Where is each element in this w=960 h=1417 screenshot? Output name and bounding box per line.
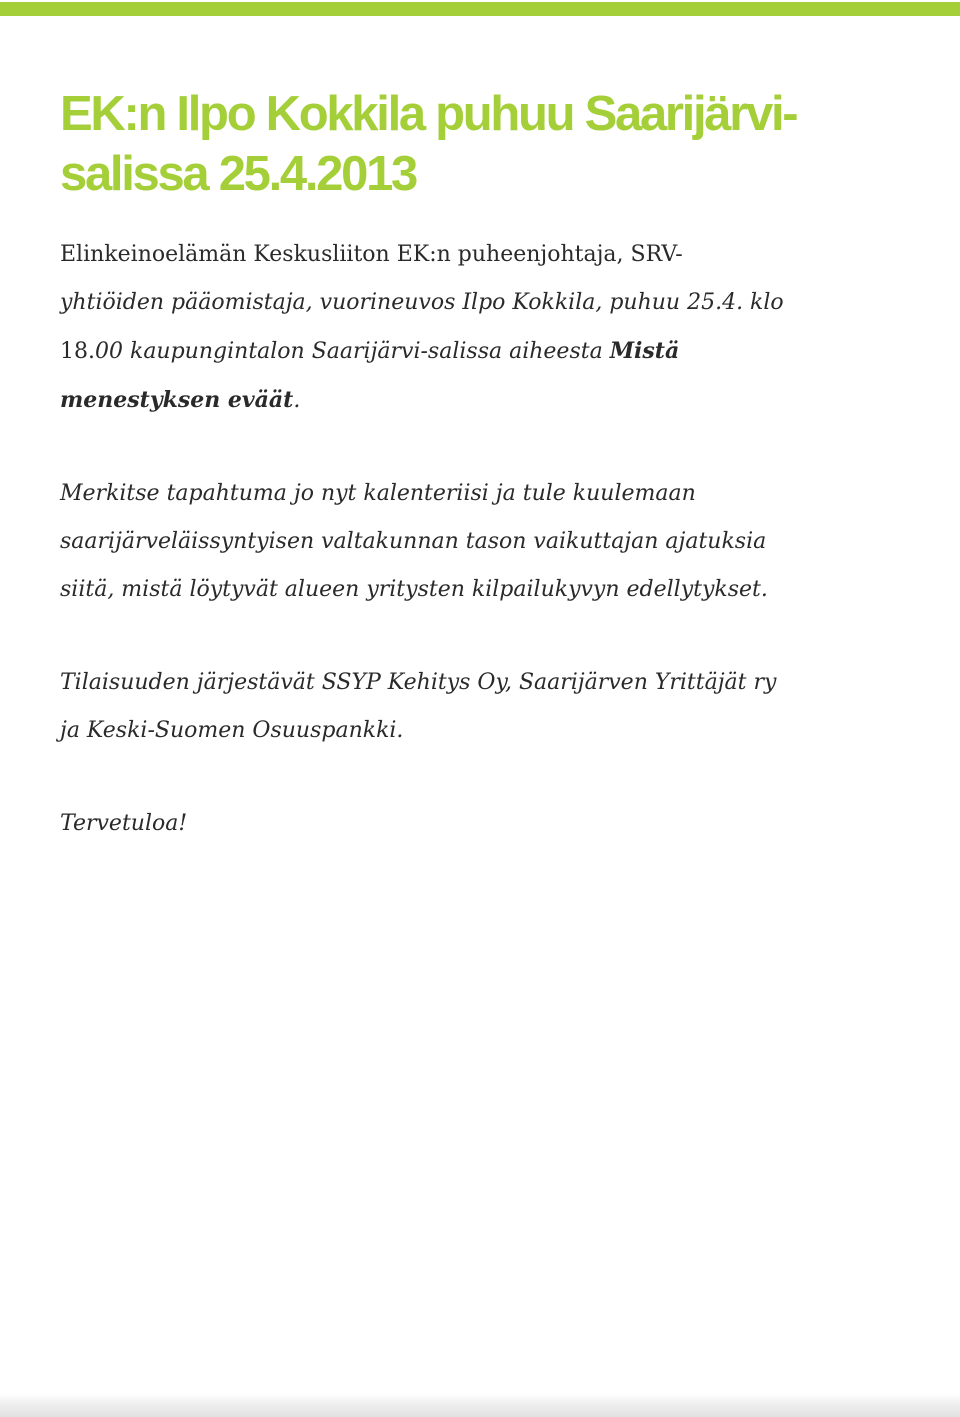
page-title — [60, 84, 920, 204]
intro-time-start: 18. — [60, 339, 95, 364]
topic-emphasis-2: menestyksen eväät — [60, 387, 294, 413]
intro-line-2: yhtiöiden pääomistaja, vuorineuvos Ilpo Kokkila, puhuu 25.4. klo — [60, 290, 784, 315]
invitation-line-2: saarijärveläissyntyisen valtakunnan tason vaikuttajan ajatuksia — [60, 529, 767, 554]
document-body — [60, 84, 920, 848]
intro-venue-text: 00 kaupungintalon Saarijärvi-salissa aiheesta — [95, 339, 610, 364]
title-line-2: salissa 25.4.2013 — [60, 147, 416, 201]
organizers-line-2: ja Keski-Suomen Osuuspankki. — [60, 718, 404, 743]
intro-paragraph — [60, 231, 920, 425]
top-accent-bar — [0, 2, 960, 16]
intro-period: . — [293, 388, 301, 413]
organizers-paragraph — [60, 659, 940, 755]
intro-line-3 — [60, 327, 920, 376]
intro-line-4 — [60, 376, 920, 425]
organizers-line-1: Tilaisuuden järjestävät SSYP Kehitys Oy, Saarijärven Yrittäjät ry — [60, 670, 777, 695]
topic-emphasis-1: Mistä — [609, 338, 680, 364]
invitation-line-1: Merkitse tapahtuma jo nyt kalenteriisi ja tule kuulemaan — [60, 481, 696, 506]
closing-greeting: Tervetuloa! — [60, 811, 188, 836]
intro-line-1: Elinkeinoelämän Keskusliiton EK:n puheenjohtaja, SRV- — [60, 242, 683, 267]
title-line-1: EK:n Ilpo Kokkila puhuu Saarijärvi- — [60, 87, 797, 141]
bottom-shadow-band — [0, 1394, 960, 1417]
invitation-line-3: siitä, mistä löytyvät alueen yritysten kilpailukyvyn edellytykset. — [60, 577, 768, 602]
invitation-paragraph — [60, 470, 940, 614]
